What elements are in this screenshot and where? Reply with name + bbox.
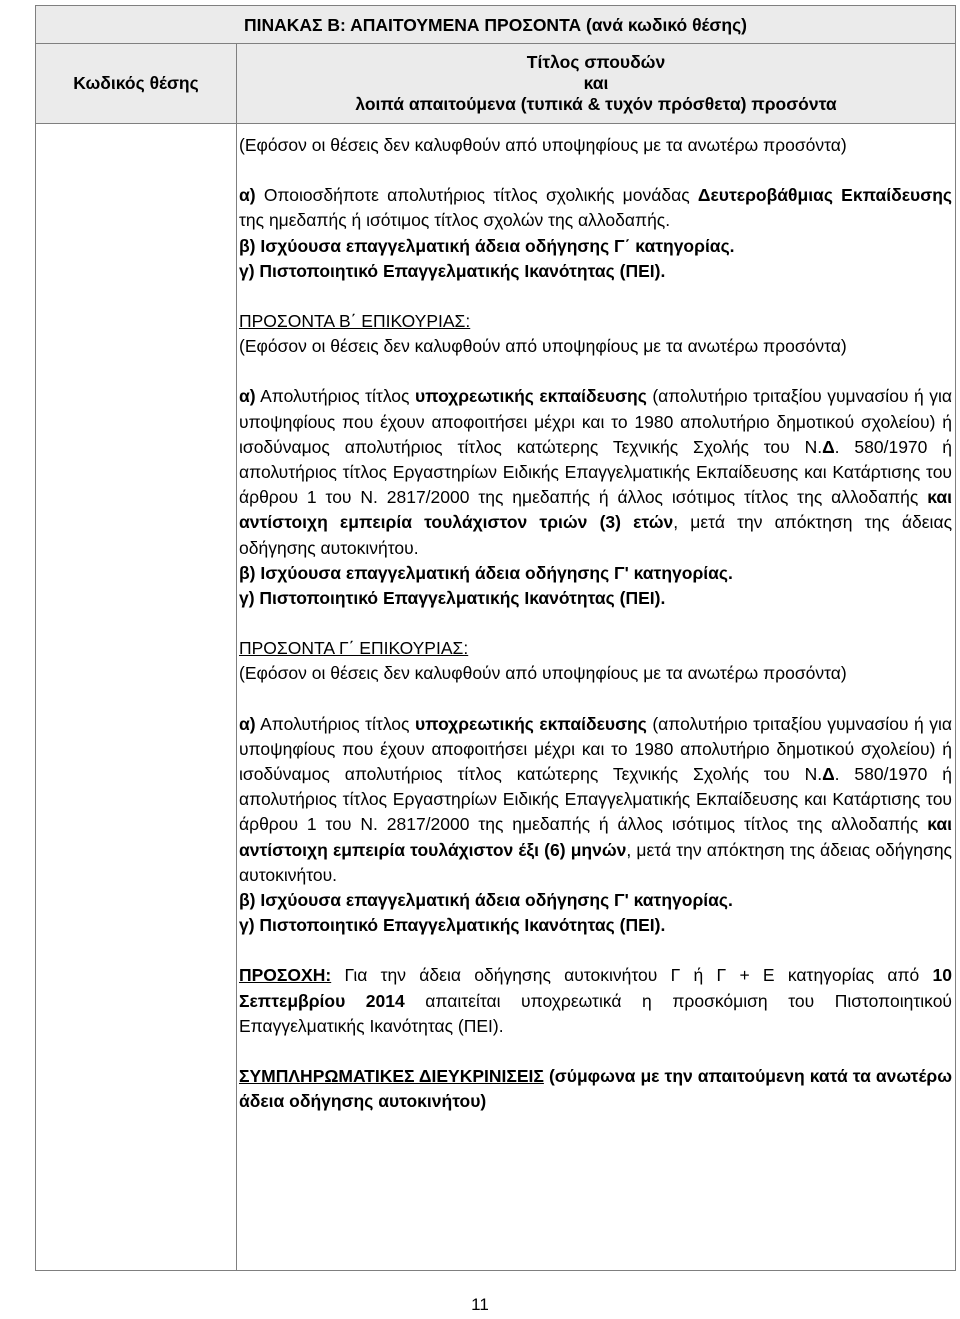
column-header-line2: και — [583, 73, 609, 93]
section3-intro: (Εφόσον οι θέσεις δεν καλυφθούν από υποψηφίους με τα ανωτέρω προσόντα) — [239, 663, 847, 684]
section1-item-a: α) Οποιοσδήποτε απολυτήριος τίτλος σχολικής μονάδας Δευτεροβάθμιας Εκπαίδευσης της ημεδαπής ή ισότιμος τίτλος σχολών της αλλοδαπής. — [239, 185, 952, 231]
column-header-position-code: Κωδικός θέσης — [36, 44, 237, 123]
table-title: ΠΙΝΑΚΑΣ Β: ΑΠΑΙΤΟΥΜΕΝΑ ΠΡΟΣΟΝΤΑ (ανά κωδικό θέσης) — [36, 6, 955, 44]
section2-heading: ΠΡΟΣΟΝΤΑ Β΄ ΕΠΙΚΟΥΡΙΑΣ: — [239, 311, 471, 332]
column-header-line1: Τίτλος σπουδών — [526, 52, 666, 72]
section3-item-a: α) Απολυτήριος τίτλος υποχρεωτικής εκπαίδευσης (απολυτήριο τριταξίου γυμνασίου ή για υποψηφίους που έχουν αποφοιτήσει μέχρι και το 1980 απολυτήριο δημοτικού σχολείου) ή ισοδύναμος απολυτήριος τίτλος κατώτερης Τεχνικής Σχολής του Ν.Δ. 580/1970 ή απολυτήριος τίτλος Εργαστηρίων Ειδικής Επαγγελματικής Εκπαίδευσης και Κατάρτισης του άρθρου 1 του Ν. 2817/2000 της ημεδαπής ή άλλος ισότιμος τίτλος της αλλοδαπής και αντίστοιχη εμπειρία τουλάχιστον έξι (6) μηνών, μετά την απόκτηση της άδειας οδήγησης αυτοκινήτου. — [239, 713, 952, 885]
section2-item-b: β) Ισχύουσα επαγγελματική άδεια οδήγησης Γ' κατηγορίας. — [239, 562, 733, 583]
item-label: α) — [239, 185, 256, 206]
section3-item-c: γ) Πιστοποιητικό Επαγγελματικής Ικανότητας (ΠΕΙ). — [239, 915, 666, 936]
section2-item-c: γ) Πιστοποιητικό Επαγγελματικής Ικανότητας (ΠΕΙ). — [239, 588, 666, 609]
section1-item-c: γ) Πιστοποιητικό Επαγγελματικής Ικανότητας (ΠΕΙ). — [239, 260, 666, 281]
notice-date: 10 Σεπτεμβρίου 2014 — [239, 965, 952, 1011]
column-header-line3: λοιπά απαιτούμενα (τυπικά & τυχόν πρόσθετα) προσόντα — [355, 94, 837, 114]
column-header-qualifications — [237, 44, 955, 123]
notice-label: ΠΡΟΣΟΧΗ: — [239, 965, 332, 986]
table-header — [36, 44, 955, 124]
page-number: 11 — [471, 1295, 489, 1314]
item-label: α) — [239, 386, 256, 407]
section2-item-a: α) Απολυτήριος τίτλος υποχρεωτικής εκπαίδευσης (απολυτήριο τριταξίου γυμνασίου ή για υποψηφίους που έχουν αποφοιτήσει μέχρι και το 1980 απολυτήριο δημοτικού σχολείου) ή ισοδύναμος απολυτήριος τίτλος κατώτερης Τεχνικής Σχολής του Ν.Δ. 580/1970 ή απολυτήριος τίτλος Εργαστηρίων Ειδικής Επαγγελματικής Εκπαίδευσης και Κατάρτισης του άρθρου 1 του Ν. 2817/2000 της ημεδαπής ή άλλος ισότιμος τίτλος της αλλοδαπής και αντίστοιχη εμπειρία τουλάχιστον τριών (3) ετών, μετά την απόκτηση της άδειας οδήγησης αυτοκινήτου. — [239, 386, 952, 558]
qualifications-cell — [239, 133, 952, 1115]
section1-intro: (Εφόσον οι θέσεις δεν καλυφθούν από υποψηφίους με τα ανωτέρω προσόντα) — [239, 135, 847, 155]
notice: ΠΡΟΣΟΧΗ: Για την άδεια οδήγησης αυτοκινήτου Γ ή Γ + Ε κατηγορίας από 10 Σεπτεμβρίου 2014 απαιτείται υποχρεωτικά η προσκόμιση του Πιστοποιητικού Επαγγελματικής Ικανότητας (ΠΕΙ). — [239, 965, 952, 1036]
section3-item-b: β) Ισχύουσα επαγγελματική άδεια οδήγησης Γ' κατηγορίας. — [239, 890, 733, 911]
item-label: α) — [239, 713, 256, 734]
section3-heading: ΠΡΟΣΟΝΤΑ Γ΄ ΕΠΙΚΟΥΡΙΑΣ: — [239, 638, 469, 659]
supplementary-heading: ΣΥΜΠΛΗΡΩΜΑΤΙΚΕΣ ΔΙΕΥΚΡΙΝΙΣΕΙΣ — [239, 1066, 544, 1087]
supplementary-clarifications: ΣΥΜΠΛΗΡΩΜΑΤΙΚΕΣ ΔΙΕΥΚΡΙΝΙΣΕΙΣ (σύμφωνα με την απαιτούμενη κατά τα ανωτέρω άδεια οδήγησης αυτοκινήτου) — [239, 1066, 952, 1112]
section1-item-b: β) Ισχύουσα επαγγελματική άδεια οδήγησης Γ΄ κατηγορίας. — [239, 235, 735, 256]
position-code-cell — [36, 124, 237, 1270]
section2-intro: (Εφόσον οι θέσεις δεν καλυφθούν από υποψηφίους με τα ανωτέρω προσόντα) — [239, 336, 847, 357]
requirements-table — [35, 5, 956, 1271]
